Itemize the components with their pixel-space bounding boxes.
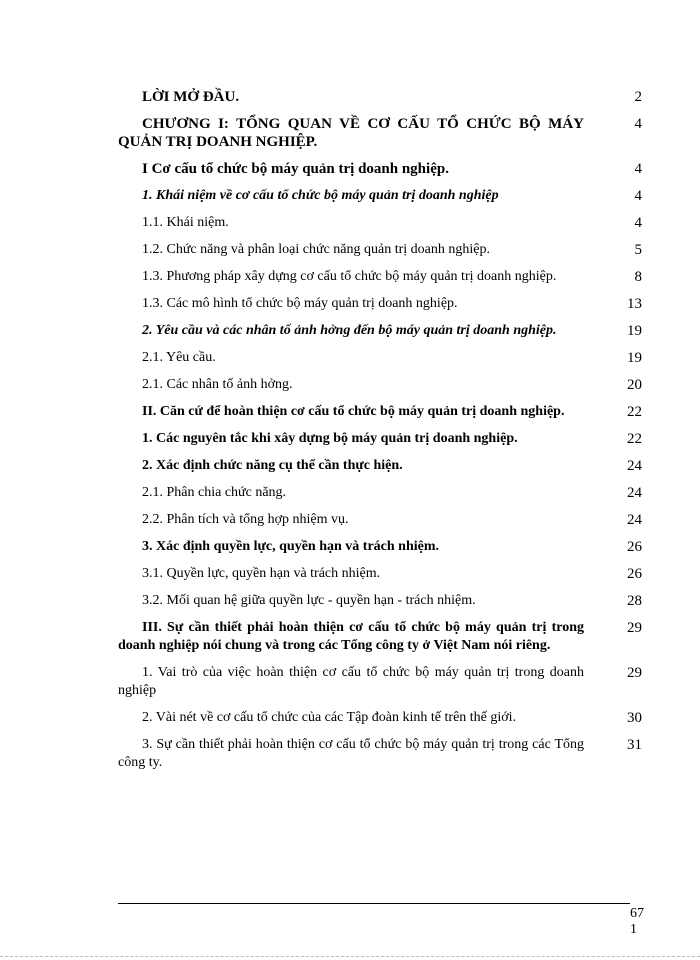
toc-entry: [118, 538, 668, 556]
toc-entry: [118, 430, 668, 448]
toc-entry-page: 8: [634, 269, 642, 285]
toc-entry-page: 29: [627, 665, 642, 681]
toc-entry-title: 1.3. Các mô hình tổ chức bộ máy quản trị doanh nghiệp.: [142, 296, 458, 311]
toc-entry: [118, 592, 668, 610]
toc-entry: [118, 160, 668, 178]
toc-entry: [118, 484, 668, 502]
toc-entry: [118, 511, 668, 529]
toc-entry-title: 1. Các nguyên tắc khi xây dựng bộ máy quản trị doanh nghiệp.: [142, 431, 518, 446]
toc-entry: [118, 88, 668, 106]
toc-entry-title: I Cơ cấu tổ chức bộ máy quản trị doanh nghiệp.: [142, 161, 449, 177]
toc-entry-title: 2. Vài nét về cơ cấu tổ chức của các Tập đoàn kinh tế trên thế giới.: [142, 710, 517, 725]
toc-entry: [118, 214, 668, 232]
toc-entry: [118, 349, 668, 367]
toc-entry-title: 1. Vai trò của việc hoàn thiện cơ cấu tổ chức bộ máy quản trị trong doanh nghiệp: [118, 665, 584, 698]
page-edge: [0, 956, 700, 957]
toc-entry-title: 1.1. Khái niệm.: [142, 215, 229, 230]
toc-entry: [118, 322, 668, 340]
toc-entry: [118, 115, 668, 151]
toc-entry-page: 4: [634, 215, 642, 231]
toc-entry-title: 1.2. Chức năng và phân loại chức năng quản trị doanh nghiệp.: [142, 242, 490, 257]
toc-entry-title: 2.1. Các nhân tố ảnh hởng.: [142, 377, 293, 392]
toc-entry: [118, 241, 668, 259]
toc-entry-page: 24: [627, 485, 642, 501]
toc-entry-page: 4: [634, 161, 642, 177]
footer-page-sub: 1: [630, 922, 637, 937]
toc-entry: [118, 295, 668, 313]
toc-entry: [118, 376, 668, 394]
toc-entry-page: 19: [627, 350, 642, 366]
toc-entry-page: 5: [634, 242, 642, 258]
toc-entry-page: 13: [627, 296, 642, 312]
toc-entry-page: 24: [627, 512, 642, 528]
toc-entry-page: 19: [627, 323, 642, 339]
toc-entry-title: 3.1. Quyền lực, quyền hạn và trách nhiệm.: [142, 566, 381, 581]
toc-entry: [118, 457, 668, 475]
toc-entry-page: 22: [627, 404, 642, 420]
toc-entry-page: 31: [627, 737, 642, 753]
toc-entry: [118, 709, 668, 727]
toc-entry-page: 24: [627, 458, 642, 474]
toc-entry-title: 3. Sự cần thiết phải hoàn thiện cơ cấu tổ chức bộ máy quản trị trong các Tổng công ty.: [118, 737, 584, 770]
toc-entry-title: II. Căn cứ để hoàn thiện cơ cấu tổ chức bộ máy quản trị doanh nghiệp.: [142, 404, 565, 419]
toc-entry-page: 29: [627, 620, 642, 636]
footer-rule: [118, 903, 630, 904]
toc-entry: [118, 187, 668, 205]
toc-entry-title: 2. Xác định chức năng cụ thể cần thực hiện.: [142, 458, 403, 473]
toc-entry-title: 2.2. Phân tích và tổng hợp nhiệm vụ.: [142, 512, 349, 527]
toc-entry-page: 4: [634, 188, 642, 204]
footer-page-number: [630, 906, 644, 938]
toc-entry-page: 2: [634, 89, 642, 105]
toc-entry-title: III. Sự cần thiết phải hoàn thiện cơ cấu tổ chức bộ máy quản trị trong doanh nghiệp nói chung và trong các Tổng công ty ở Việt Nam nói riêng.: [118, 620, 584, 653]
toc-entry-page: 22: [627, 431, 642, 447]
toc-entry-page: 26: [627, 539, 642, 555]
toc-entry: [118, 664, 668, 700]
toc-entry: [118, 736, 668, 772]
toc-entry: [118, 403, 668, 421]
toc-entry-title: 2.1. Yêu cầu.: [142, 350, 216, 365]
table-of-contents: [118, 88, 668, 781]
toc-entry-title: 3. Xác định quyền lực, quyền hạn và trách nhiệm.: [142, 539, 440, 554]
toc-entry-page: 28: [627, 593, 642, 609]
footer-page-main: 67: [630, 906, 644, 921]
toc-entry: [118, 565, 668, 583]
toc-entry: [118, 268, 668, 286]
toc-entry-title: 3.2. Mối quan hệ giữa quyền lực - quyền hạn - trách nhiệm.: [142, 593, 476, 608]
toc-entry-title: 1. Khái niệm về cơ cấu tổ chức bộ máy quản trị doanh nghiệp: [142, 188, 499, 203]
toc-entry-title: CHƯƠNG I: TỔNG QUAN VỀ CƠ CẤU TỔ CHỨC BỘ MÁY QUẢN TRỊ DOANH NGHIỆP.: [118, 116, 584, 150]
toc-entry-title: 2. Yêu cầu và các nhân tố ảnh hởng đến bộ máy quản trị doanh nghiệp.: [142, 323, 557, 338]
toc-entry-page: 4: [634, 116, 642, 132]
toc-entry-title: 2.1. Phân chia chức năng.: [142, 485, 287, 500]
toc-entry-title: 1.3. Phương pháp xây dựng cơ cấu tổ chức bộ máy quản trị doanh nghiệp.: [142, 269, 557, 284]
toc-entry: [118, 619, 668, 655]
toc-entry-page: 30: [627, 710, 642, 726]
toc-entry-page: 20: [627, 377, 642, 393]
toc-entry-page: 26: [627, 566, 642, 582]
toc-entry-title: LỜI MỞ ĐẦU.: [142, 89, 240, 105]
